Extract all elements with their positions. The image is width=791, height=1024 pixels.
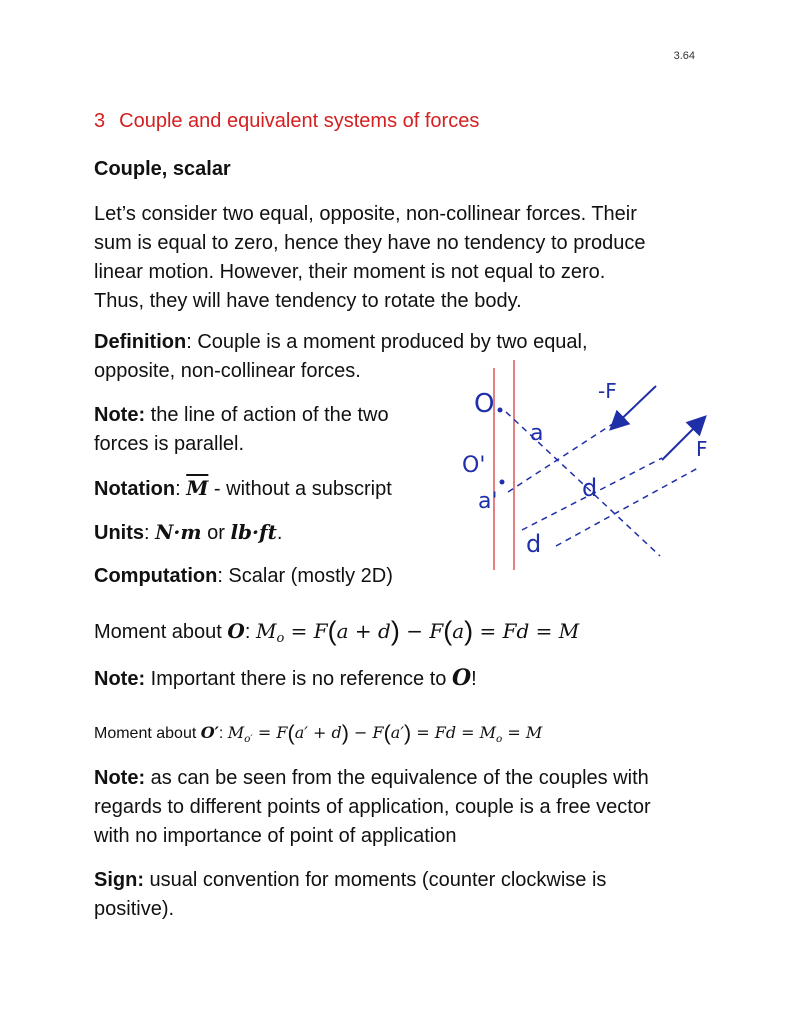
equation-part: − F [399,619,444,643]
computation-line [94,562,434,591]
moment-about-o-equation: Moment about O: $M_o = F(a + d) - F(a) = Fd = M$ [94,616,580,646]
point-o-prime: O′ [200,723,219,742]
units-or: or [201,522,231,544]
equation-label: Moment about [94,621,228,643]
equation-colon: : [218,725,228,742]
sign-paragraph [94,866,694,924]
note-end: ! [471,668,477,690]
diagram-label: -F [598,379,617,403]
definition-label: Definition [94,331,187,353]
note-text: Important there is no reference to [145,668,452,690]
equation-argument: a′ [390,723,404,742]
sign-text: usual convention for moments (counter clockwise is [144,869,607,891]
intro-line: sum is equal to zero, hence they have no tendency to produce [94,232,646,254]
section-number: 3 [94,110,106,132]
units-line [94,518,434,548]
unit-newton-meter: N·m [155,520,202,544]
diagram-label: a' [478,489,498,514]
moment-lhs: M [227,723,245,742]
definition-text: : Couple is a moment produced by two equal, [186,331,588,353]
note-reference-line [94,664,694,694]
moment-lhs: M [255,619,277,643]
equation-part: − F [348,723,384,742]
force-vector-negative [612,386,656,428]
sign-text-line2: positive). [94,898,175,920]
note-label: Note: [94,668,146,690]
note-text: as can be seen from the equivalence of the couples with [145,767,649,789]
section-title: Couple and equivalent systems of forces [119,110,480,132]
point-o: O [451,665,472,691]
equation-argument: a [452,619,465,643]
unit-pound-foot: lb·ft [230,520,277,544]
diagram-label: d [582,474,598,502]
diagram-label: O [474,389,495,419]
computation-label: Computation [94,565,218,587]
equation-label: Moment about [94,725,201,742]
note-text-line2: forces is parallel. [94,433,245,455]
moment-about-o-prime-equation: Moment about O′: $M_{o'} = F(a' + d) - F(a') = Fd = M_o = M$ [94,720,543,745]
notation-text: - without a subscript [208,478,392,500]
equation-colon: : [244,621,256,643]
note-text-line3: with no importance of point of application [94,825,457,847]
page-number: 3.64 [673,50,695,62]
point-o-prime-marker [500,480,505,485]
notation-colon: : [175,478,187,500]
diagram-label: d [526,530,542,558]
definition-text-line2: opposite, non-collinear forces. [94,360,361,382]
diagram-label: a [530,421,544,446]
note-text: the line of action of the two [145,404,389,426]
intro-line: Let’s consider two equal, opposite, non-collinear forces. Their [94,203,637,225]
note-parallel-paragraph [94,401,434,459]
moment-symbol: $\overline{M}$ [186,476,209,500]
couple-sketch-diagram [448,360,728,572]
units-label: Units [94,522,144,544]
intro-line: linear motion. However, their moment is not equal to zero. [94,261,606,283]
notation-label: Notation [94,478,176,500]
point-o-marker [498,408,503,413]
note-label: Note: [94,767,146,789]
moment-lhs-subscript: o′ [244,733,253,745]
equation-part: = Fd = M [411,723,497,742]
subheading: Couple, scalar [94,158,231,180]
equation-part: = F [284,619,328,643]
point-o: O [227,619,245,643]
distance-line [556,468,698,546]
equation-part: = M [502,723,543,742]
units-period: . [276,522,283,544]
units-colon: : [144,522,156,544]
notation-line [94,474,434,504]
equation-part: = F [252,723,288,742]
computation-text: : Scalar (mostly 2D) [217,565,393,587]
note-free-vector-paragraph [94,764,704,851]
intro-line: Thus, they will have tendency to rotate the body. [94,290,522,312]
distance-line [508,414,628,492]
section-heading [94,110,479,133]
equation-argument: a + d [336,619,391,643]
equation-argument: a′ + d [294,723,342,742]
note-text-line2: regards to different points of application, couple is a free vector [94,796,651,818]
diagram-label: O' [462,453,486,478]
equation-part: = Fd = M [473,619,580,643]
equation-subscript: o [496,733,503,745]
note-label: Note: [94,404,146,426]
intro-paragraph [94,200,694,316]
moment-lhs-subscript: o [276,631,285,646]
diagram-label: F [696,437,708,461]
sign-label: Sign: [94,869,144,891]
